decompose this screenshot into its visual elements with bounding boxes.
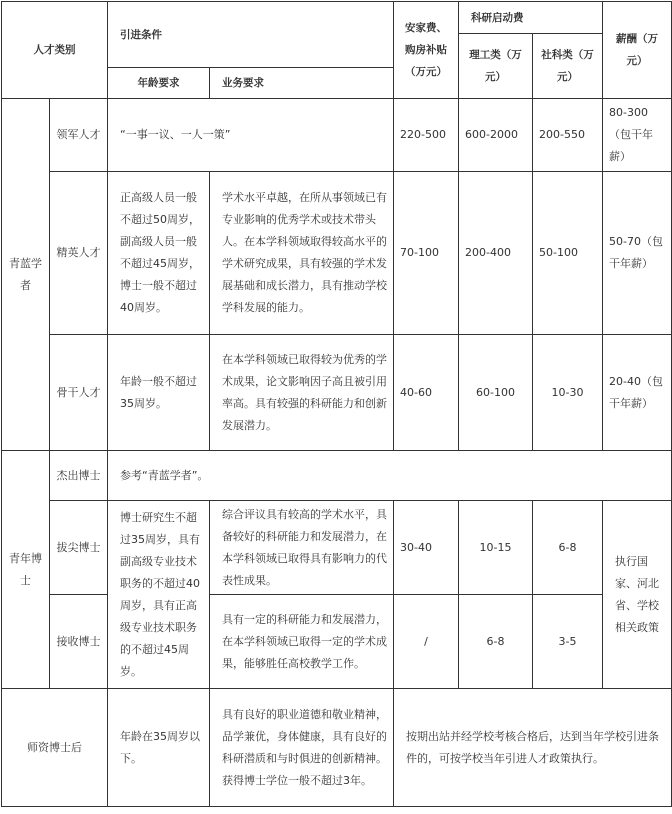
postdoc-work: 具有良好的职业道德和敬业精神，品学兼优，身体健康，具有良好的科研潜质和与时俱进的创新精神。获得博士学位一般不超过3年。 [210,689,394,807]
gugan-name: 骨干人才 [50,335,108,451]
lingjun-science: 600-2000 [459,99,533,172]
header-conditions: 引进条件 [108,2,394,68]
header-social: 社科类（万元） [533,34,603,99]
gugan-science: 60-100 [459,335,533,451]
jingying-housing: 70-100 [394,172,459,335]
jingying-salary: 50-70（包干年薪） [603,172,672,335]
postdoc-name: 师资博士后 [2,689,108,807]
bajian-name: 拔尖博士 [50,501,108,595]
group-qinglan: 青蓝学者 [2,99,50,451]
jieshou-housing: / [394,595,459,689]
header-work-requirement: 业务要求 [210,68,394,99]
header-science: 理工类（万元） [459,34,533,99]
gugan-work: 在本学科领域已取得较为优秀的学术成果，论文影响因子高且被引用率高。具有较强的科研能力和创新发展潜力。 [210,335,394,451]
jieshou-name: 接收博士 [50,595,108,689]
header-category: 人才类别 [2,2,108,99]
group-youth: 青年博士 [2,451,50,689]
jingying-science: 200-400 [459,172,533,335]
jingying-age: 正高级人员一般不超过50周岁，副高级人员一般不超过45周岁，博士一般不超过40周岁。 [108,172,210,335]
bajian-work: 综合评议具有较高的学术水平，具备较好的科研能力和发展潜力，在本学科领域已取得具有影响力的代表性成果。 [210,501,394,595]
header-research-funds: 科研启动费 [459,2,603,34]
lingjun-housing: 220-500 [394,99,459,172]
jieshou-social: 3-5 [533,595,603,689]
youth-age: 博士研究生不超过35周岁，具有副高级专业技术职务的不超过40周岁，具有正高级专业技术职务的不超过45周岁。 [108,501,210,689]
gugan-age: 年龄一般不超过35周岁。 [108,335,210,451]
lingjun-condition: “一事一议、一人一策” [108,99,394,172]
header-age-requirement: 年龄要求 [108,68,210,99]
bajian-housing: 30-40 [394,501,459,595]
header-housing: 安家费、购房补贴（万元） [394,2,459,99]
talent-policy-table [1,1,672,807]
header-salary: 薪酬（万元） [603,2,672,99]
gugan-housing: 40-60 [394,335,459,451]
jiechu-condition: 参考“青蓝学者”。 [108,451,672,501]
postdoc-policy: 按期出站并经学校考核合格后，达到当年学校引进条件的，可按学校当年引进人才政策执行。 [394,689,672,807]
gugan-social: 10-30 [533,335,603,451]
bajian-science: 10-15 [459,501,533,595]
lingjun-salary: 80-300（包干年薪） [603,99,672,172]
lingjun-name: 领军人才 [50,99,108,172]
postdoc-age: 年龄在35周岁以下。 [108,689,210,807]
jieshou-work: 具有一定的科研能力和发展潜力，在本学科领域已取得一定的学术成果，能够胜任高校教学工作。 [210,595,394,689]
bajian-social: 6-8 [533,501,603,595]
jingying-social: 50-100 [533,172,603,335]
jingying-work: 学术水平卓越，在所从事领域已有专业影响的优秀学术或技术带头人。在本学科领域取得较高水平的学术研究成果，具有较强的学术发展基础和成长潜力，具有推动学校学科发展的能力。 [210,172,394,335]
gugan-salary: 20-40（包干年薪） [603,335,672,451]
jingying-name: 精英人才 [50,172,108,335]
jieshou-science: 6-8 [459,595,533,689]
lingjun-social: 200-550 [533,99,603,172]
youth-salary: 执行国家、河北省、学校相关政策 [603,501,672,689]
jiechu-name: 杰出博士 [50,451,108,501]
